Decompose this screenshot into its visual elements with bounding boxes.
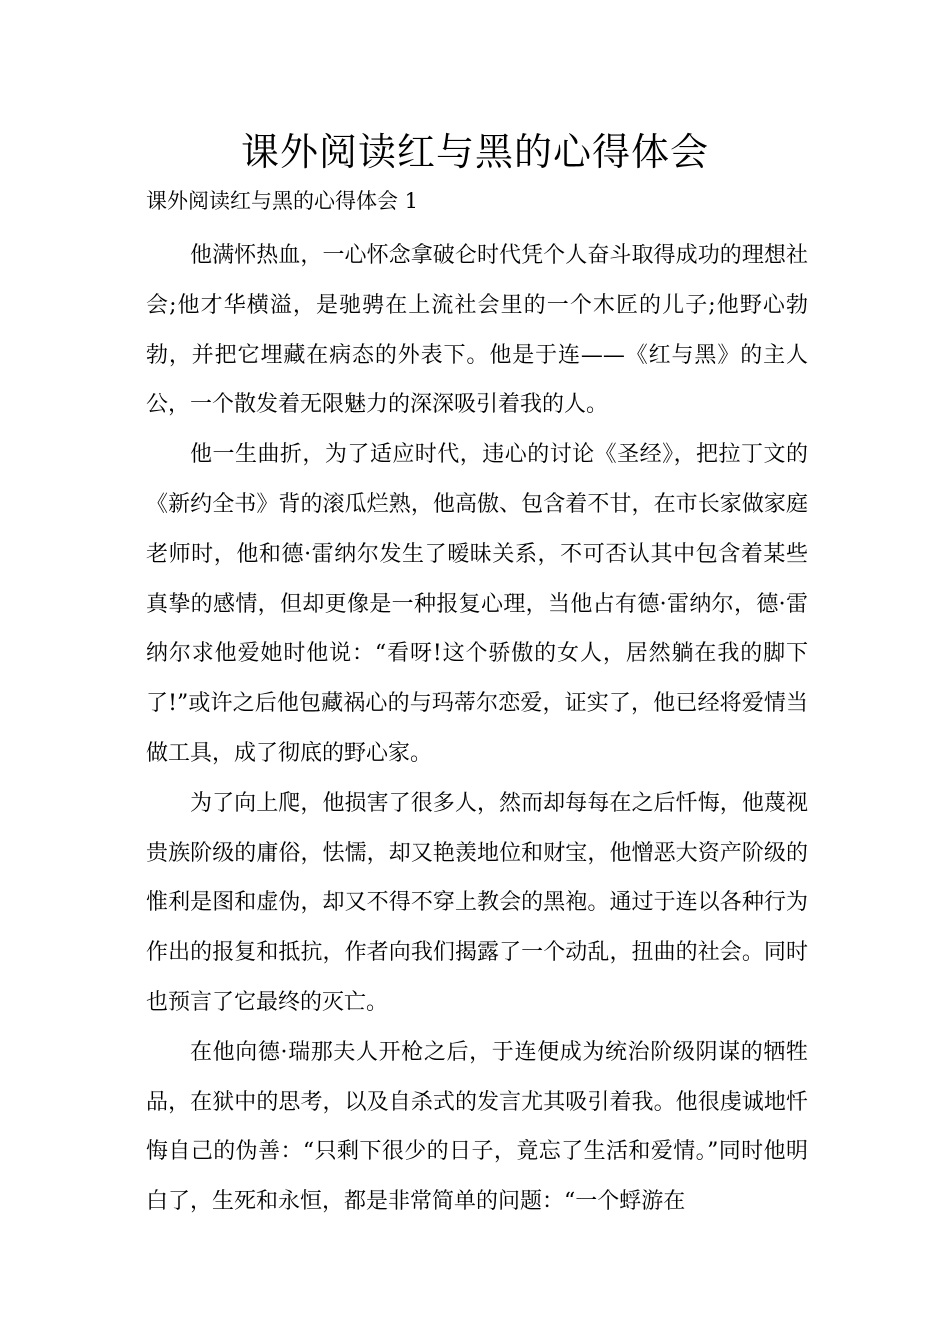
document-title: 课外阅读红与黑的心得体会 [240,130,709,174]
paragraph-2: 他一生曲折，为了适应时代，违心的讨论《圣经》，把拉丁文的《新约全书》背的滚瓜烂熟，他高傲、包含着不甘，在市长家做家庭老师时，他和德·雷纳尔发生了暧昧关系，不可否认其中包含着某些真挚的感情，但却更像是一种报复心理，当他占有德·雷纳尔，德·雷纳尔求他爱她时他说：“看呀!这个骄傲的女人，居然躺在我的脚下了!”或许之后他包藏祸心的与玛蒂尔恋爱，证实了，他已经将爱情当做工具，成了彻底的野心家。 [146,442,808,766]
paragraph-4: 在他向德·瑞那夫人开枪之后，于连便成为统治阶级阴谋的牺牲品，在狱中的思考，以及自杀式的发言尤其吸引着我。他很虔诚地忏悔自己的伪善：“只剩下很少的日子，竟忘了生活和爱情。”同时他明白了，生死和永恒，都是非常简单的问题：“一个蜉游在 [146,1039,808,1215]
document-body [146,231,808,1227]
paragraph-1: 他满怀热血，一心怀念拿破仑时代凭个人奋斗取得成功的理想社会;他才华横溢，是驰骋在上流社会里的一个木匠的儿子;他野心勃勃，并把它埋藏在病态的外表下。他是于连——《红与黑》的主人公，一个散发着无限魅力的深深吸引着我的人。 [146,243,808,418]
section-heading: 课外阅读红与黑的心得体会 1 [146,189,419,213]
paragraph-3: 为了向上爬，他损害了很多人，然而却每每在之后忏悔，他蔑视贵族阶级的庸俗，怯懦，却又艳羡地位和财宝，他憎恶大资产阶级的惟利是图和虚伪，却又不得不穿上教会的黑袍。通过于连以各种行为作出的报复和抵抗，作者向我们揭露了一个动乱，扭曲的社会。同时也预言了它最终的灭亡。 [146,790,808,1015]
